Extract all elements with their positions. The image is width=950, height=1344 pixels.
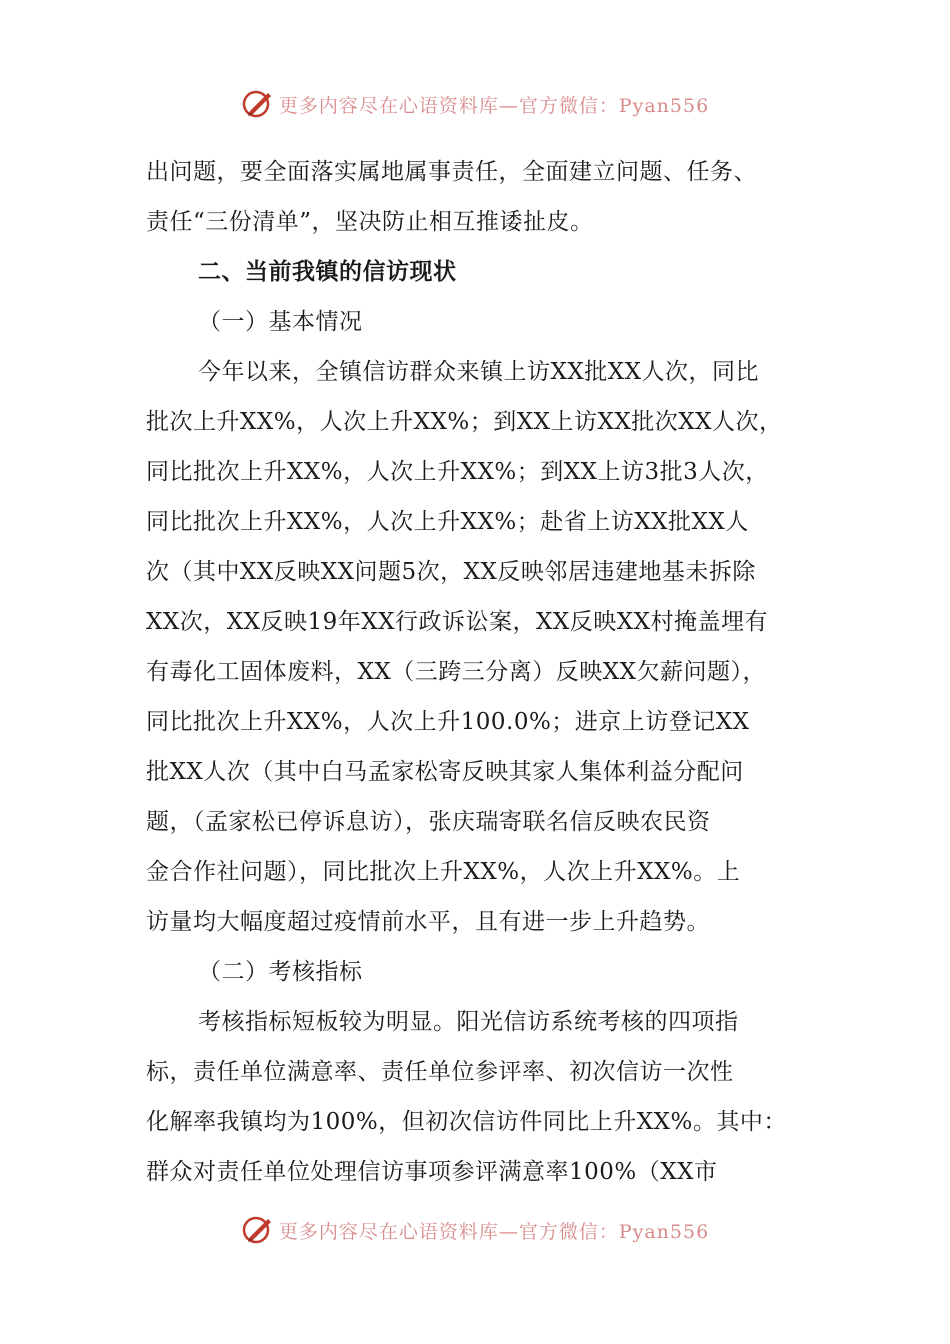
text-line: 今年以来，全镇信访群众来镇上访XX批XX人次，同比 (198, 359, 759, 385)
text-line: 同比批次上升XX%，人次上升100.0%；进京上访登记XX (146, 709, 750, 735)
text-line: 批XX人次（其中白马孟家松寄反映其家人集体利益分配问 (146, 759, 744, 785)
text-line: 同比批次上升XX%，人次上升XX%；到XX上访3批3人次， (146, 459, 769, 485)
text-line: 有毒化工固体废料，XX（三跨三分离）反映XX欠薪问题）， (146, 659, 766, 685)
text-line: 题，（孟家松已停诉息访），张庆瑞寄联名信反映农民资 (146, 809, 711, 835)
text-line: 金合作社问题），同比批次上升XX%，人次上升XX%。上 (146, 859, 741, 885)
text-line: 责任“三份清单”，坚决防止相互推诿扯皮。 (146, 209, 594, 235)
text-line: 出问题，要全面落实属地属事责任，全面建立问题、任务、 (146, 159, 757, 185)
text-line: 访量均大幅度超过疫情前水平，且有进一步上升趋势。 (146, 909, 710, 935)
text-line: 批次上升XX%，人次上升XX%；到XX上访XX批次XX人次， (146, 409, 783, 435)
watermark-text: 更多内容尽在心语资料库—官方微信：Pyan556 (278, 1220, 710, 1243)
text-line: 次（其中XX反映XX问题5次，XX反映邻居违建地基未拆除 (146, 559, 756, 585)
section-heading: 二、当前我镇的信访现状 (198, 258, 457, 285)
pen-logo-icon (241, 87, 275, 121)
text-line: 考核指标短板较为明显。阳光信访系统考核的四项指 (198, 1009, 739, 1035)
watermark-header (0, 84, 950, 124)
watermark-text: 更多内容尽在心语资料库—官方微信：Pyan556 (278, 94, 710, 117)
text-line: 化解率我镇均为100%，但初次信访件同比上升XX%。其中： (146, 1109, 787, 1135)
text-line: （二）考核指标 (198, 959, 363, 985)
text-line: 群众对责任单位处理信访事项参评满意率100%（XX市 (146, 1159, 718, 1185)
document-body (146, 147, 826, 1197)
text-line: 同比批次上升XX%，人次上升XX%；赴省上访XX批XX人 (146, 509, 749, 535)
text-line: XX次，XX反映19年XX行政诉讼案，XX反映XX村掩盖埋有 (146, 609, 769, 635)
pen-logo-icon (241, 1213, 275, 1247)
text-line: 标，责任单位满意率、责任单位参评率、初次信访一次性 (146, 1059, 734, 1085)
text-line: （一）基本情况 (198, 309, 363, 335)
watermark-footer (0, 1210, 950, 1250)
